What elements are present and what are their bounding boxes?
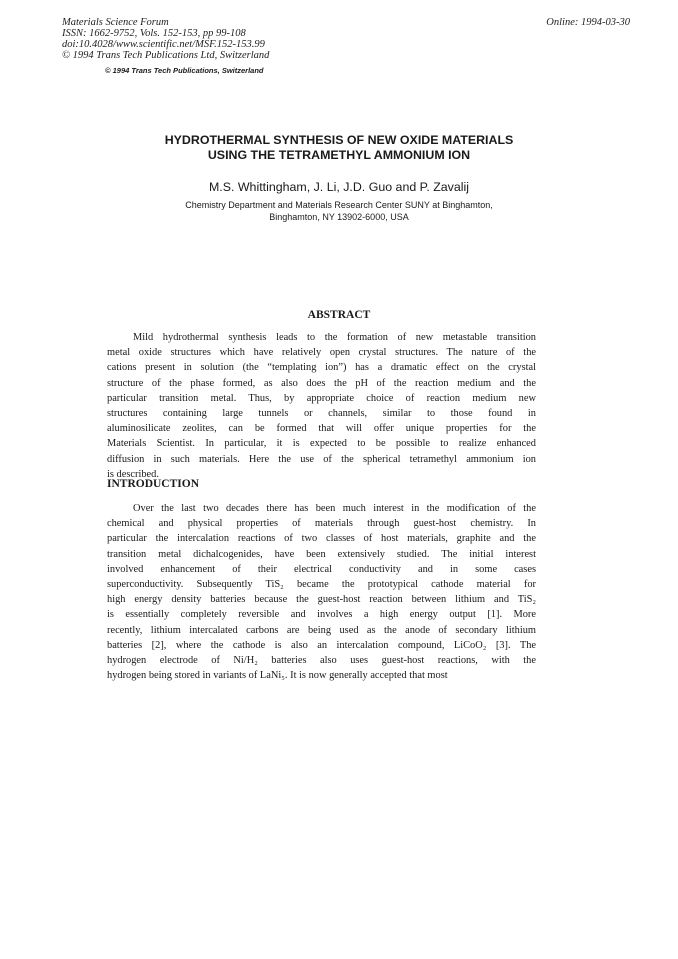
online-date: Online: 1994-03-30 xyxy=(546,17,630,28)
intro-line: hydrogen being stored in variants of LaNi₅. It is now generally accepted that most xyxy=(107,670,448,682)
abstract-line: diffusion in such materials. Here the use of the spherical tetramethyl ammonium ion xyxy=(107,453,536,465)
abstract-heading: ABSTRACT xyxy=(307,309,371,321)
journal-name: Materials Science Forum xyxy=(62,17,169,28)
abstract-line: structures containing large tunnels or channels, similar to those found in xyxy=(107,408,536,420)
introduction-heading: INTRODUCTION xyxy=(107,478,200,490)
intro-line: superconductivity. Subsequently TiS₂ became the prototypical cathode material for xyxy=(107,579,536,591)
intro-line: involved enhancement of their electrical conductivity and in some cases xyxy=(107,563,536,575)
affiliation-line-2: Binghamton, NY 13902-6000, USA xyxy=(269,212,409,222)
authors: M.S. Whittingham, J. Li, J.D. Guo and P. Zavalij xyxy=(208,180,470,194)
abstract-line: structure of the phase formed, as also does the pH of the reaction medium and the xyxy=(107,377,536,389)
abstract-line: Materials Scientist. In particular, it is expected to be possible to realize enhanced xyxy=(107,438,536,450)
abstract-line: metal oxide structures which have relatively open crystal structures. The nature of the xyxy=(107,347,536,359)
intro-line: is essentially completely reversible and involves a high energy output [1]. More xyxy=(107,609,536,621)
intro-line: chemical and physical properties of materials through guest-host chemistry. In xyxy=(107,518,536,530)
abstract-line: Mild hydrothermal synthesis leads to the formation of new metastable transition xyxy=(133,332,536,343)
abstract-line: is described. xyxy=(107,468,159,480)
intro-line: high energy density batteries because the guest-host reaction between lithium and TiS₂ xyxy=(107,594,536,606)
abstract-line: cations present in solution (the “templating ion”) has a dramatic effect on the crystal xyxy=(107,362,536,374)
intro-line: hydrogen electrode of Ni/H₂ batteries also uses guest-host reactions, with the xyxy=(107,655,536,667)
abstract-line: aluminosilicate zeolites, can be formed that will offer unique properties for the xyxy=(107,423,536,435)
abstract-body xyxy=(107,330,536,482)
intro-line: batteries [2], where the cathode is also an intercalation compound, LiCoO₂ [3]. The xyxy=(107,639,536,651)
paper-title-line-1: HYDROTHERMAL SYNTHESIS OF NEW OXIDE MATERIALS xyxy=(164,133,514,147)
affiliation-line-1: Chemistry Department and Materials Research Center SUNY at Binghamton, xyxy=(185,200,493,210)
intro-line: recently, lithium intercalated carbons are being used as the anode of secondary lithium xyxy=(107,624,536,636)
introduction-body xyxy=(107,501,536,683)
publisher-copyright: © 1994 Trans Tech Publications, Switzerland xyxy=(105,66,264,75)
affiliation xyxy=(0,199,678,223)
intro-line: particular the intercalation reactions of two classes of host materials, graphite and the xyxy=(107,533,536,545)
intro-line: Over the last two decades there has been much interest in the modification of the xyxy=(133,503,536,514)
issn-line: ISSN: 1662-9752, Vols. 152-153, pp 99-108 xyxy=(62,28,246,39)
intro-line: transition metal dichalcogenides, have been extensively studied. The initial interest xyxy=(107,548,536,560)
paper-title-line-2: USING THE TETRAMETHYL AMMONIUM ION xyxy=(207,148,471,162)
abstract-line: particular transition metal. Thus, by appropriate choice of reaction medium new xyxy=(107,392,536,404)
copyright-line: © 1994 Trans Tech Publications Ltd, Switzerland xyxy=(62,50,270,61)
journal-meta xyxy=(62,17,269,61)
doi-link[interactable]: doi:10.4028/www.scientific.net/MSF.152-153.99 xyxy=(62,39,265,50)
